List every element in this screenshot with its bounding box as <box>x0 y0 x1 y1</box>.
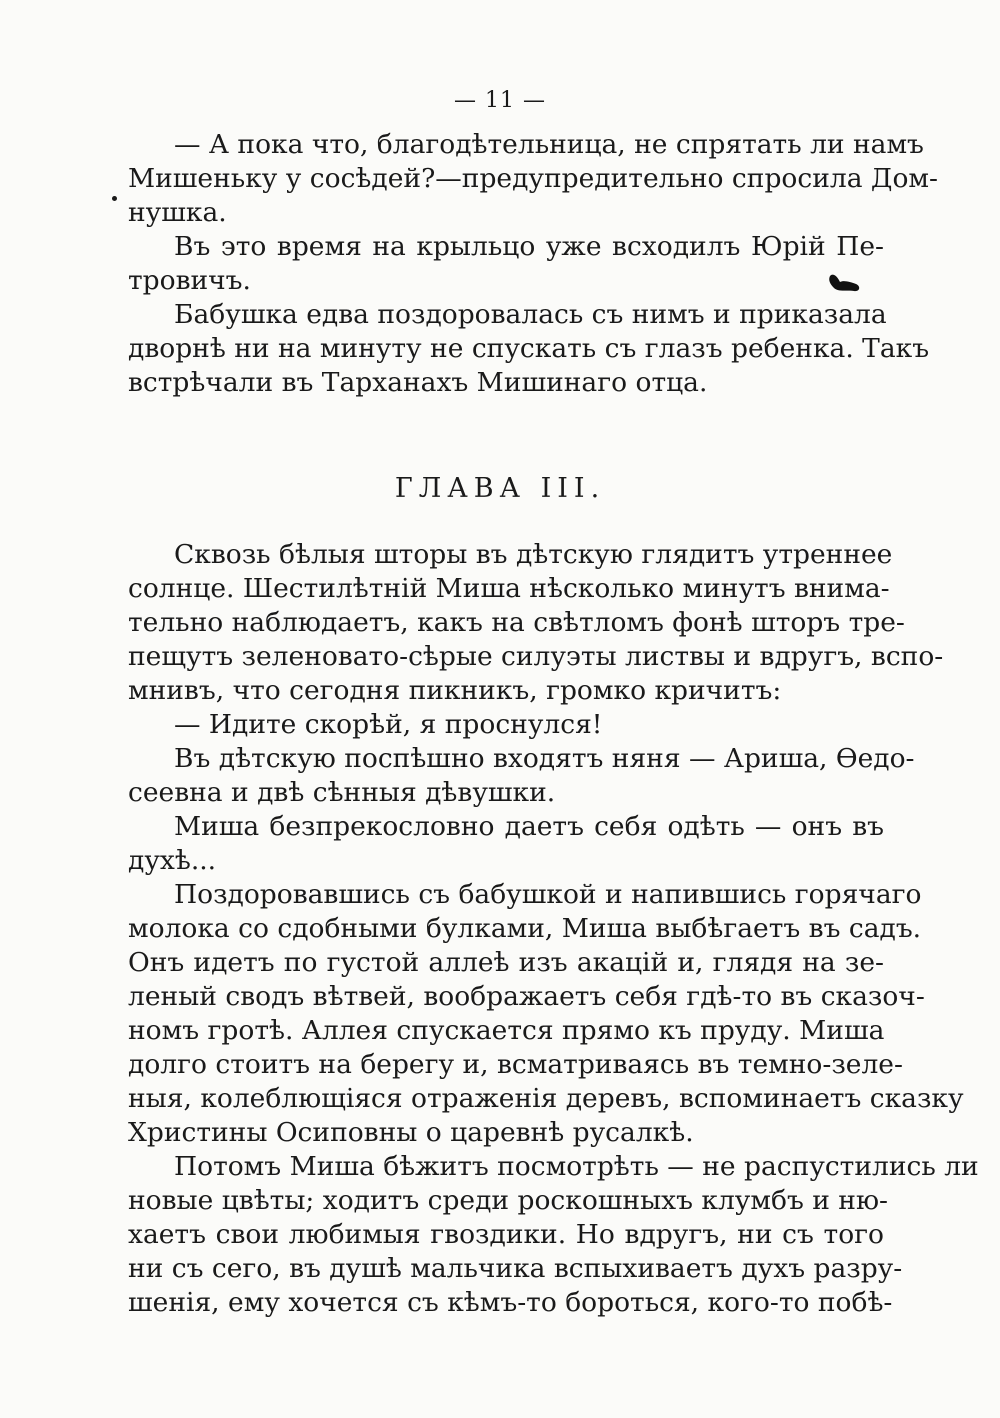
text-line: Мишеньку у сосѣдей?—предупредительно спросила Дом- <box>128 163 938 194</box>
text-line: Потомъ Миша бѣжитъ посмотрѣть — не распустились ли <box>174 1151 979 1182</box>
ink-dot-mark <box>112 196 117 201</box>
text-line: духѣ... <box>128 845 217 876</box>
text-line: — Идите скорѣй, я проснулся! <box>174 709 603 740</box>
text-line: встрѣчали въ Тарханахъ Мишинаго отца. <box>128 367 708 398</box>
text-line: Бабушка едва поздоровалась съ нимъ и приказала <box>174 299 887 330</box>
text-line: нушка. <box>128 197 227 228</box>
text-line: мнивъ, что сегодня пикникъ, громко кричитъ: <box>128 675 782 706</box>
text-line: Миша безпрекословно даетъ себя одѣть — онъ въ <box>174 811 884 842</box>
text-line: долго стоитъ на берегу и, всматриваясь въ темно-зеле- <box>128 1049 903 1080</box>
text-line: сеевна и двѣ сѣнныя дѣвушки. <box>128 777 556 808</box>
text-line: — А пока что, благодѣтельница, не спрятать ли намъ <box>174 129 924 160</box>
text-line: солнце. Шестилѣтній Миша нѣсколько минутъ внима- <box>128 573 890 604</box>
text-line: новые цвѣты; ходитъ среди роскошныхъ клумбъ и ню- <box>128 1185 888 1216</box>
text-line: тельно наблюдаетъ, какъ на свѣтломъ фонѣ шторъ тре- <box>128 607 905 638</box>
text-line: ныя, колеблющіяся отраженія деревъ, вспоминаетъ сказку <box>128 1083 964 1114</box>
text-line: Въ это время на крыльцо уже всходилъ Юрій Пе- <box>174 231 884 262</box>
text-block-bottom <box>128 538 979 1320</box>
text-line: шенія, ему хочется съ кѣмъ-то бороться, кого-то побѣ- <box>128 1287 893 1318</box>
text-block-top <box>128 128 938 400</box>
text-line: Поздоровавшись съ бабушкой и напившись горячаго <box>174 879 922 910</box>
text-line: Христины Осиповны о царевнѣ русалкѣ. <box>128 1117 694 1148</box>
text-line: Онъ идетъ по густой аллеѣ изъ акацій и, глядя на зе- <box>128 947 884 978</box>
text-line: Въ дѣтскую поспѣшно входятъ няня — Ариша, Ѳедо- <box>174 743 915 774</box>
text-line: дворнѣ ни на минуту не спускать съ глазъ ребенка. Такъ <box>128 333 930 364</box>
page-number: — 11 — <box>454 88 546 113</box>
text-line: леный сводъ вѣтвей, воображаетъ себя гдѣ-то въ сказоч- <box>128 981 925 1012</box>
text-line: молока со сдобными булками, Миша выбѣгаетъ въ садъ. <box>128 913 922 944</box>
text-line: номъ гротѣ. Аллея спускается прямо къ пруду. Миша <box>128 1015 885 1046</box>
text-line: тровичъ. <box>128 265 251 296</box>
text-line: Сквозь бѣлыя шторы въ дѣтскую глядитъ утреннее <box>174 539 893 570</box>
text-line: хаетъ свои любимыя гвоздики. Но вдругъ, ни съ того <box>128 1219 884 1250</box>
text-line: пещутъ зеленовато-сѣрые силуэты листвы и вдругъ, вспо- <box>128 641 944 672</box>
chapter-heading: ГЛАВА III. <box>394 473 606 504</box>
text-line: ни съ сего, въ душѣ мальчика вспыхиваетъ духъ разру- <box>128 1253 903 1284</box>
